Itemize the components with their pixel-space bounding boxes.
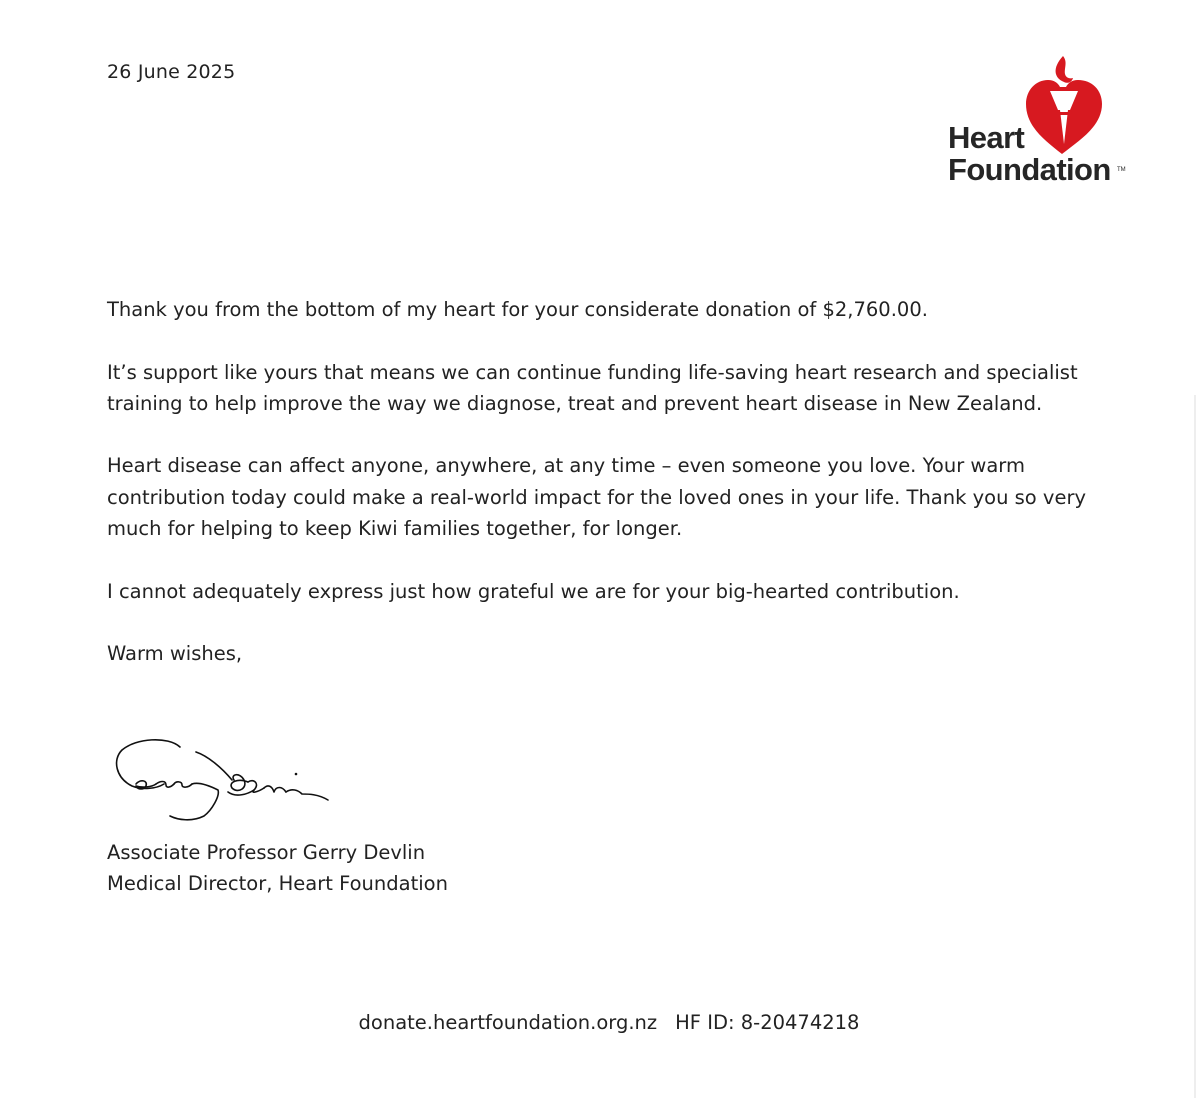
signer-name: Associate Professor Gerry Devlin	[107, 841, 426, 864]
letter-date: 26 June 2025	[107, 61, 236, 83]
paragraph-support: It’s support like yours that means we can continue funding life-saving heart research and specialist training to help improve the way we diagnose, treat and prevent heart disease in New Zealand.	[107, 360, 1078, 415]
paragraph-gratitude: I cannot adequately express just how grateful we are for your big-hearted contribution.	[107, 579, 960, 603]
handwritten-signature	[108, 732, 338, 824]
letter-body	[107, 294, 1097, 701]
signature-block	[107, 837, 448, 900]
paragraph-thanks: Thank you from the bottom of my heart for your considerate donation of $2,760.00.	[107, 298, 928, 321]
signer-title: Medical Director, Heart Foundation	[107, 872, 448, 896]
footer-hf-id: HF ID: 8-20474218	[675, 1011, 860, 1034]
closing-salutation: Warm wishes,	[107, 642, 243, 666]
paragraph-heart-disease: Heart disease can affect anyone, anywhere, at any time – even someone you love. Your warm contribution today could make a real-world impact for the loved ones in your life. Thank you so very much for helping to keep Kiwi families together, for longer.	[107, 454, 1087, 541]
logo-word-heart: Heart	[948, 120, 1025, 155]
logo-word-foundation: Foundation	[948, 152, 1111, 187]
logo-trademark: TM	[1117, 167, 1126, 173]
footer-website: donate.heartfoundation.org.nz	[358, 1011, 658, 1034]
heart-foundation-logo	[946, 54, 1136, 194]
letter-footer	[0, 1011, 1196, 1034]
